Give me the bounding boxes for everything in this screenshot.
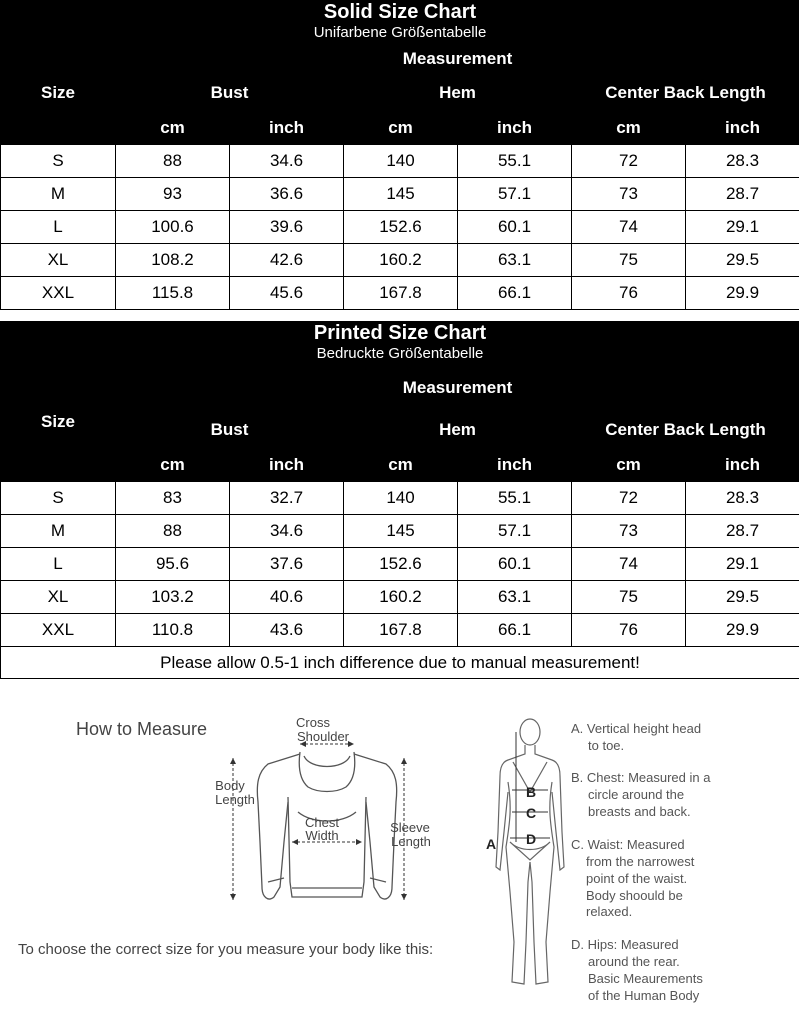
solid-size-chart [0,0,799,310]
size-cell: XL [1,244,116,277]
size-cell: M [1,515,116,548]
unit-header: inch [686,111,799,145]
measurement-cell: 29.9 [686,614,799,647]
measurement-cell: 32.7 [230,482,344,515]
measurement-cell: 34.6 [230,515,344,548]
measurement-cell: 55.1 [458,482,572,515]
measurement-cell: 103.2 [116,581,230,614]
note-c-line: from the narrowest [586,854,695,869]
note-c-line: Body shoould be [586,888,683,903]
measurement-cell: 28.7 [686,178,799,211]
measurement-cell: 95.6 [116,548,230,581]
unit-header: inch [458,448,572,482]
measurement-cell: 39.6 [230,211,344,244]
measurement-cell: 100.6 [116,211,230,244]
printed-subtitle: Bedruckte Größentabelle [1,345,799,362]
size-cell: XXL [1,277,116,310]
table-row [1,515,799,548]
chest-width-label: Chest [305,815,339,830]
cross-shoulder-label: Cross [296,715,330,730]
chest-width-label: Width [305,828,338,843]
unit-header: cm [572,448,686,482]
body-length-label: Body [215,778,245,793]
measurement-cell: 28.7 [686,515,799,548]
table-row [1,581,799,614]
solid-chart-title [1,1,799,42]
figure-label-b: B [526,784,536,800]
measurement-cell: 88 [116,515,230,548]
body-figure [496,719,564,984]
solid-title: Solid Size Chart [1,1,799,24]
size-cell: L [1,211,116,244]
hem-header: Hem [344,413,572,448]
note-b-line: circle around the [588,787,684,802]
note-c-line: point of the waist. [586,871,687,886]
unit-header: cm [116,448,230,482]
measurement-cell: 110.8 [116,614,230,647]
measurement-cell: 167.8 [344,277,458,310]
printed-rows [1,482,799,647]
measurement-cell: 160.2 [344,244,458,277]
sleeve-length-label: Length [391,834,431,849]
measurement-note: Please allow 0.5-1 inch difference due to manual measurement! [1,647,799,679]
measurement-header: Measurement [116,42,799,76]
size-header: Size [1,42,116,145]
table-row [1,178,799,211]
solid-subtitle: Unifarbene Größentabelle [1,24,799,41]
note-b-line: B. Chest: Measured in a [571,770,711,785]
figure-label-c: C [526,805,536,821]
hem-header: Hem [344,76,572,111]
measurement-cell: 160.2 [344,581,458,614]
size-cell: XL [1,581,116,614]
printed-size-chart [0,321,799,679]
measurement-cell: 34.6 [230,145,344,178]
measurement-cell: 57.1 [458,515,572,548]
measurement-cell: 76 [572,277,686,310]
measurement-cell: 29.1 [686,548,799,581]
sleeve-length-label: Sleeve [390,820,430,835]
figure-label-d: D [526,831,536,847]
measurement-cell: 60.1 [458,211,572,244]
measurement-cell: 83 [116,482,230,515]
printed-title: Printed Size Chart [1,322,799,345]
measurement-cell: 43.6 [230,614,344,647]
note-a-line: A. Vertical height head [571,721,701,736]
note-d-line: D. Hips: Measured [571,937,679,952]
printed-chart-title [1,322,799,363]
measurement-cell: 28.3 [686,482,799,515]
table-row [1,548,799,581]
note-a-line: to toe. [588,738,624,753]
measurement-cell: 37.6 [230,548,344,581]
measurement-cell: 115.8 [116,277,230,310]
measurement-cell: 76 [572,614,686,647]
note-d-line: of the Human Body [588,988,700,1003]
bust-header: Bust [116,76,344,111]
table-row [1,482,799,515]
measurement-cell: 88 [116,145,230,178]
measurement-cell: 140 [344,482,458,515]
unit-header: cm [344,448,458,482]
solid-rows [1,145,799,310]
size-header: Size [1,363,116,482]
measurement-cell: 145 [344,178,458,211]
table-row [1,211,799,244]
size-cell: L [1,548,116,581]
bust-header: Bust [116,413,344,448]
measurement-cell: 29.5 [686,244,799,277]
measurement-cell: 40.6 [230,581,344,614]
measurement-cell: 145 [344,515,458,548]
measurement-cell: 108.2 [116,244,230,277]
center-back-length-header: Center Back Length [572,76,799,111]
measurement-cell: 45.6 [230,277,344,310]
measurement-cell: 29.9 [686,277,799,310]
measurement-cell: 75 [572,244,686,277]
measurement-cell: 66.1 [458,614,572,647]
measurement-cell: 63.1 [458,244,572,277]
unit-header: inch [230,111,344,145]
table-row [1,277,799,310]
cross-shoulder-label: Shoulder [297,729,350,744]
measurement-cell: 93 [116,178,230,211]
measurement-cell: 60.1 [458,548,572,581]
measurement-cell: 42.6 [230,244,344,277]
printed-size-table [0,321,799,679]
measurement-cell: 72 [572,482,686,515]
how-to-measure-section [0,692,799,1004]
measurement-cell: 66.1 [458,277,572,310]
measurement-cell: 167.8 [344,614,458,647]
measurement-cell: 74 [572,211,686,244]
unit-header: inch [230,448,344,482]
measurement-cell: 29.5 [686,581,799,614]
measurement-cell: 152.6 [344,211,458,244]
measurement-cell: 73 [572,515,686,548]
measurement-cell: 28.3 [686,145,799,178]
measurement-header: Measurement [116,363,799,413]
unit-header: inch [686,448,799,482]
note-c-line: C. Waist: Measured [571,837,685,852]
measurement-cell: 140 [344,145,458,178]
measurement-cell: 29.1 [686,211,799,244]
measurement-cell: 74 [572,548,686,581]
unit-header: inch [458,111,572,145]
how-to-measure-diagram [0,692,799,1004]
note-d-line: Basic Meaurements [588,971,703,986]
figure-label-a: A [486,836,496,852]
measurement-cell: 73 [572,178,686,211]
unit-header: cm [116,111,230,145]
size-cell: S [1,482,116,515]
center-back-length-header: Center Back Length [572,413,799,448]
how-to-measure-title: How to Measure [76,719,207,739]
note-d-line: around the rear. [588,954,680,969]
unit-header: cm [572,111,686,145]
solid-size-table [0,0,799,310]
body-length-label: Length [215,792,255,807]
measure-instruction: To choose the correct size for you measure your body like this: [18,941,433,958]
table-row [1,145,799,178]
note-b-line: breasts and back. [588,804,691,819]
measurement-cell: 72 [572,145,686,178]
unit-header: cm [344,111,458,145]
table-row [1,244,799,277]
measurement-cell: 57.1 [458,178,572,211]
measurement-cell: 152.6 [344,548,458,581]
size-cell: XXL [1,614,116,647]
table-row [1,614,799,647]
measurement-cell: 55.1 [458,145,572,178]
measurement-cell: 36.6 [230,178,344,211]
size-cell: M [1,178,116,211]
measurement-cell: 63.1 [458,581,572,614]
measurement-cell: 75 [572,581,686,614]
size-cell: S [1,145,116,178]
note-c-line: relaxed. [586,904,632,919]
